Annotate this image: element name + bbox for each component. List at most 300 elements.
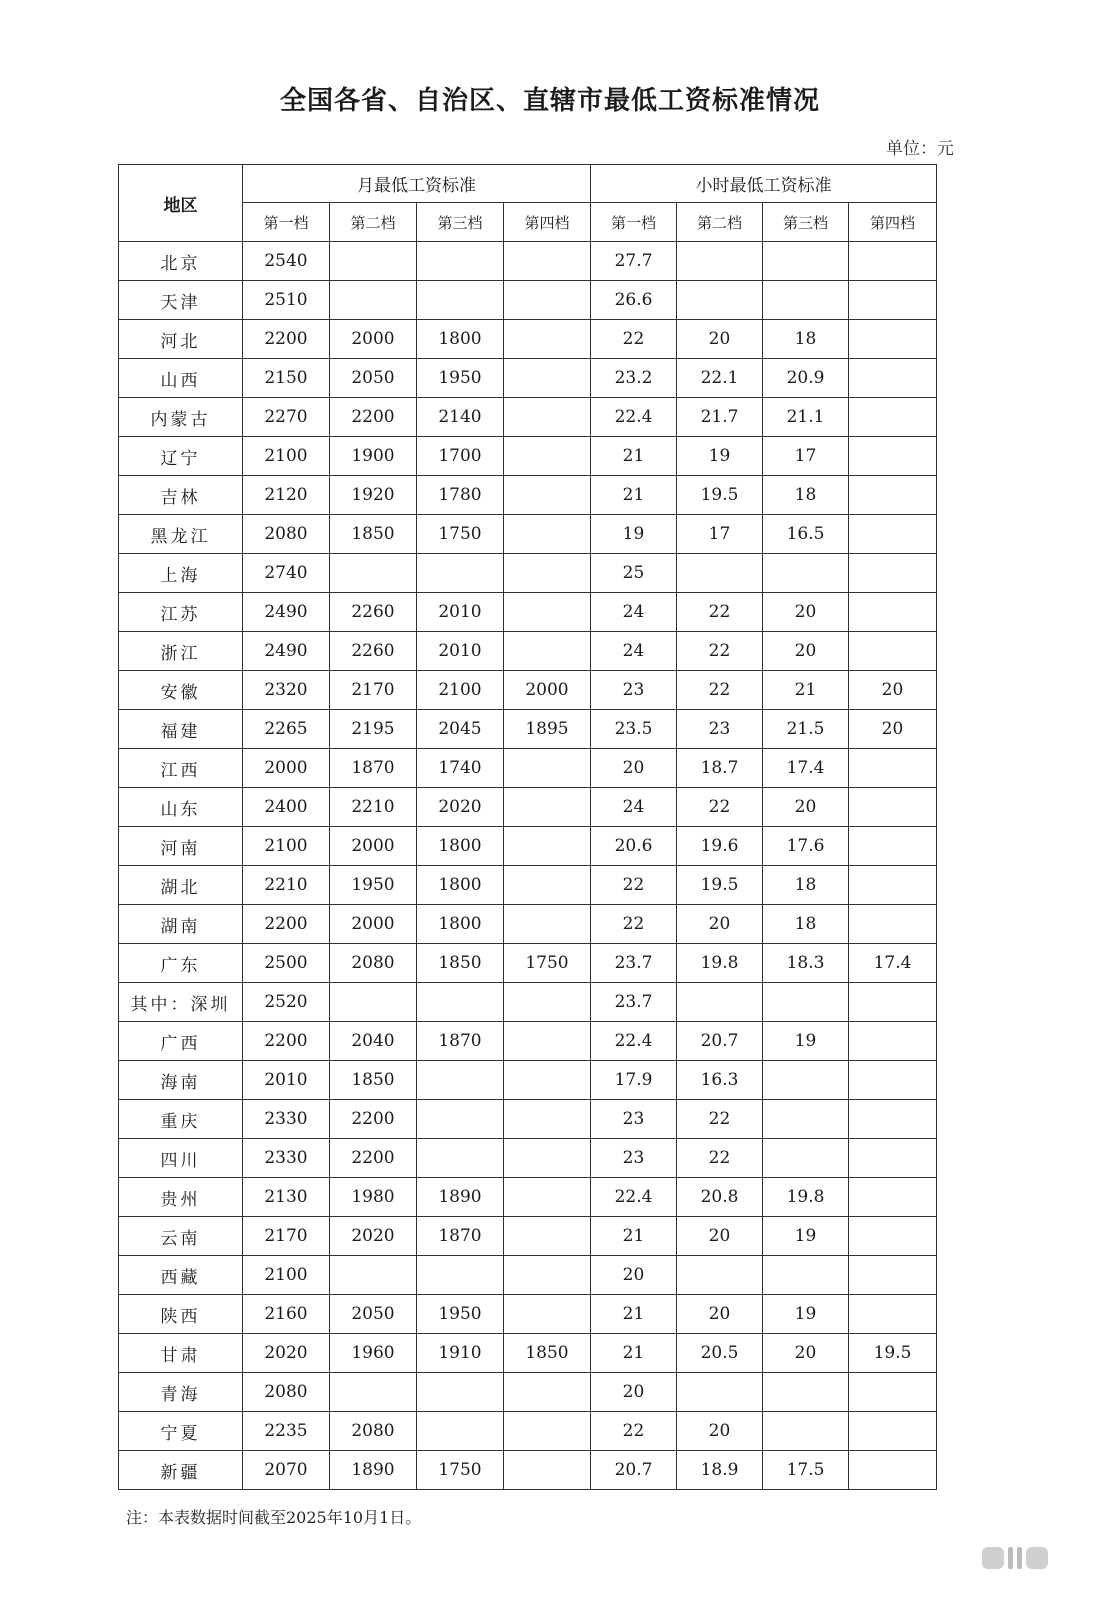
hourly-tier-2-cell: 22	[677, 1139, 763, 1178]
monthly-tier-3-cell: 1950	[417, 359, 504, 398]
monthly-tier-4-cell	[504, 476, 591, 515]
monthly-tier-1-cell: 2210	[243, 866, 330, 905]
hourly-tier-4-cell	[849, 1412, 937, 1451]
monthly-tier-4-cell	[504, 1178, 591, 1217]
hourly-tier-2-header: 第二档	[677, 203, 763, 242]
hourly-tier-2-cell: 22	[677, 1100, 763, 1139]
region-cell: 海南	[119, 1061, 243, 1100]
region-column-header: 地区	[119, 165, 243, 242]
hourly-tier-1-cell: 21	[591, 437, 677, 476]
hourly-tier-3-cell: 21.1	[763, 398, 849, 437]
hourly-tier-4-cell	[849, 1178, 937, 1217]
monthly-tier-4-cell	[504, 554, 591, 593]
hourly-tier-1-cell: 22	[591, 866, 677, 905]
monthly-tier-1-cell: 2200	[243, 1022, 330, 1061]
table-row	[119, 1139, 937, 1178]
table-row	[119, 632, 937, 671]
hourly-tier-3-cell	[763, 1373, 849, 1412]
monthly-tier-2-cell: 1850	[330, 515, 417, 554]
monthly-tier-4-cell	[504, 593, 591, 632]
hourly-tier-1-cell: 20	[591, 1256, 677, 1295]
hourly-tier-1-cell: 22.4	[591, 1022, 677, 1061]
wage-table-body	[119, 242, 937, 1490]
monthly-tier-2-cell: 1920	[330, 476, 417, 515]
region-cell: 甘肃	[119, 1334, 243, 1373]
monthly-tier-4-cell	[504, 983, 591, 1022]
monthly-tier-4-cell: 1895	[504, 710, 591, 749]
monthly-tier-2-cell: 1850	[330, 1061, 417, 1100]
hourly-tier-3-cell	[763, 1100, 849, 1139]
table-row	[119, 593, 937, 632]
monthly-tier-3-cell	[417, 281, 504, 320]
monthly-tier-3-cell: 2010	[417, 593, 504, 632]
monthly-tier-3-cell: 1950	[417, 1295, 504, 1334]
hourly-tier-3-cell: 17.4	[763, 749, 849, 788]
hourly-tier-3-cell: 20.9	[763, 359, 849, 398]
monthly-tier-4-cell	[504, 1139, 591, 1178]
hourly-tier-4-cell: 19.5	[849, 1334, 937, 1373]
region-cell: 广西	[119, 1022, 243, 1061]
table-row	[119, 1100, 937, 1139]
hourly-tier-4-cell	[849, 1022, 937, 1061]
hourly-tier-2-cell: 19.5	[677, 866, 763, 905]
hourly-tier-2-cell: 20.8	[677, 1178, 763, 1217]
table-row	[119, 671, 937, 710]
monthly-tier-2-header: 第二档	[330, 203, 417, 242]
monthly-tier-1-cell: 2160	[243, 1295, 330, 1334]
monthly-tier-1-cell: 2100	[243, 437, 330, 476]
table-row	[119, 827, 937, 866]
table-row	[119, 515, 937, 554]
monthly-tier-1-cell: 2330	[243, 1100, 330, 1139]
monthly-tier-2-cell	[330, 554, 417, 593]
hourly-tier-2-cell: 21.7	[677, 398, 763, 437]
hourly-tier-4-cell	[849, 476, 937, 515]
hourly-tier-3-cell: 18	[763, 476, 849, 515]
monthly-tier-3-cell	[417, 1373, 504, 1412]
monthly-tier-4-cell	[504, 1412, 591, 1451]
region-cell: 江苏	[119, 593, 243, 632]
hourly-tier-3-cell: 18	[763, 320, 849, 359]
monthly-tier-1-cell: 2010	[243, 1061, 330, 1100]
monthly-tier-1-cell: 2400	[243, 788, 330, 827]
monthly-tier-2-cell	[330, 1373, 417, 1412]
hourly-tier-3-cell	[763, 983, 849, 1022]
monthly-tier-4-header: 第四档	[504, 203, 591, 242]
hourly-tier-4-cell	[849, 1256, 937, 1295]
hourly-tier-1-cell: 23.7	[591, 944, 677, 983]
hourly-tier-1-cell: 23	[591, 671, 677, 710]
table-row	[119, 749, 937, 788]
hourly-tier-3-cell: 21.5	[763, 710, 849, 749]
hourly-tier-4-cell	[849, 1100, 937, 1139]
monthly-tier-3-cell: 2100	[417, 671, 504, 710]
monthly-tier-2-cell: 1870	[330, 749, 417, 788]
monthly-tier-1-cell: 2235	[243, 1412, 330, 1451]
monthly-tier-2-cell: 2020	[330, 1217, 417, 1256]
monthly-tier-4-cell	[504, 281, 591, 320]
hourly-tier-4-cell	[849, 1295, 937, 1334]
hourly-tier-2-cell: 22	[677, 671, 763, 710]
monthly-tier-4-cell	[504, 905, 591, 944]
table-row	[119, 788, 937, 827]
table-row	[119, 983, 937, 1022]
hourly-tier-2-cell	[677, 242, 763, 281]
region-cell: 浙江	[119, 632, 243, 671]
hourly-tier-1-cell: 23.7	[591, 983, 677, 1022]
table-row	[119, 1451, 937, 1490]
monthly-tier-3-cell: 2045	[417, 710, 504, 749]
monthly-tier-1-cell: 2320	[243, 671, 330, 710]
monthly-tier-1-cell: 2020	[243, 1334, 330, 1373]
hourly-tier-4-cell	[849, 242, 937, 281]
hourly-tier-1-cell: 23	[591, 1139, 677, 1178]
hourly-tier-3-cell	[763, 1256, 849, 1295]
hourly-tier-4-header: 第四档	[849, 203, 937, 242]
region-cell: 内蒙古	[119, 398, 243, 437]
monthly-tier-4-cell	[504, 866, 591, 905]
hourly-tier-1-cell: 21	[591, 476, 677, 515]
hourly-tier-3-cell: 19.8	[763, 1178, 849, 1217]
hourly-tier-2-cell: 17	[677, 515, 763, 554]
monthly-tier-4-cell: 1850	[504, 1334, 591, 1373]
footnote: 注：本表数据时间截至2025年10月1日。	[126, 1508, 422, 1527]
hourly-tier-2-cell: 22	[677, 788, 763, 827]
monthly-tier-2-cell: 2200	[330, 1139, 417, 1178]
region-cell: 辽宁	[119, 437, 243, 476]
monthly-tier-1-cell: 2265	[243, 710, 330, 749]
scroll-right-icon[interactable]	[1026, 1547, 1048, 1569]
monthly-tier-1-cell: 2540	[243, 242, 330, 281]
hourly-tier-3-cell	[763, 554, 849, 593]
hourly-tier-1-cell: 24	[591, 788, 677, 827]
monthly-tier-3-cell: 2140	[417, 398, 504, 437]
monthly-tier-3-cell	[417, 983, 504, 1022]
hourly-tier-1-cell: 22	[591, 1412, 677, 1451]
hourly-tier-4-cell	[849, 866, 937, 905]
monthly-tier-3-cell: 1870	[417, 1217, 504, 1256]
region-cell: 安徽	[119, 671, 243, 710]
hourly-tier-3-cell: 20	[763, 1334, 849, 1373]
hourly-tier-4-cell	[849, 281, 937, 320]
monthly-tier-1-cell: 2200	[243, 905, 330, 944]
monthly-tier-2-cell	[330, 983, 417, 1022]
monthly-tier-3-cell: 1750	[417, 515, 504, 554]
monthly-tier-2-cell	[330, 242, 417, 281]
region-cell: 黑龙江	[119, 515, 243, 554]
monthly-tier-3-cell	[417, 242, 504, 281]
monthly-tier-1-cell: 2120	[243, 476, 330, 515]
monthly-tier-3-cell	[417, 554, 504, 593]
hourly-tier-3-cell: 18	[763, 905, 849, 944]
monthly-tier-4-cell	[504, 1061, 591, 1100]
hourly-tier-1-cell: 20	[591, 1373, 677, 1412]
hourly-tier-2-cell: 19	[677, 437, 763, 476]
monthly-tier-4-cell	[504, 437, 591, 476]
hourly-tier-4-cell	[849, 983, 937, 1022]
scroll-indicator[interactable]	[982, 1547, 1048, 1569]
hourly-tier-4-cell	[849, 554, 937, 593]
monthly-tier-4-cell	[504, 1451, 591, 1490]
monthly-tier-2-cell: 2050	[330, 1295, 417, 1334]
minimum-wage-table	[118, 164, 937, 1490]
hourly-tier-1-cell: 19	[591, 515, 677, 554]
hourly-tier-1-cell: 25	[591, 554, 677, 593]
region-cell: 上海	[119, 554, 243, 593]
hourly-tier-1-cell: 20.6	[591, 827, 677, 866]
region-cell: 福建	[119, 710, 243, 749]
table-row	[119, 1217, 937, 1256]
monthly-tier-1-cell: 2330	[243, 1139, 330, 1178]
region-cell: 陕西	[119, 1295, 243, 1334]
monthly-tier-2-cell: 2195	[330, 710, 417, 749]
table-row	[119, 1061, 937, 1100]
hourly-tier-1-cell: 26.6	[591, 281, 677, 320]
hourly-tier-2-cell: 22.1	[677, 359, 763, 398]
monthly-tier-3-cell: 1740	[417, 749, 504, 788]
hourly-tier-3-cell: 20	[763, 788, 849, 827]
monthly-tier-3-cell: 1700	[417, 437, 504, 476]
monthly-tier-4-cell	[504, 1373, 591, 1412]
hourly-tier-3-cell	[763, 1139, 849, 1178]
region-cell: 山西	[119, 359, 243, 398]
hourly-tier-4-cell	[849, 1451, 937, 1490]
hourly-tier-3-cell	[763, 242, 849, 281]
hourly-tier-1-cell: 20.7	[591, 1451, 677, 1490]
region-cell: 吉林	[119, 476, 243, 515]
monthly-tier-2-cell: 2260	[330, 632, 417, 671]
hourly-tier-3-cell: 17.6	[763, 827, 849, 866]
hourly-tier-4-cell	[849, 905, 937, 944]
monthly-tier-4-cell	[504, 788, 591, 827]
monthly-tier-4-cell	[504, 827, 591, 866]
monthly-tier-3-cell	[417, 1412, 504, 1451]
hourly-tier-1-cell: 21	[591, 1217, 677, 1256]
region-cell: 天津	[119, 281, 243, 320]
monthly-tier-1-header: 第一档	[243, 203, 330, 242]
region-cell: 重庆	[119, 1100, 243, 1139]
monthly-tier-4-cell	[504, 359, 591, 398]
monthly-tier-3-cell	[417, 1061, 504, 1100]
monthly-tier-3-cell: 1800	[417, 866, 504, 905]
monthly-tier-2-cell: 2000	[330, 827, 417, 866]
region-cell: 湖北	[119, 866, 243, 905]
monthly-tier-4-cell	[504, 1022, 591, 1061]
hourly-tier-2-cell: 23	[677, 710, 763, 749]
hourly-tier-2-cell	[677, 281, 763, 320]
hourly-tier-1-cell: 22	[591, 905, 677, 944]
hourly-tier-1-cell: 21	[591, 1334, 677, 1373]
hourly-tier-2-cell	[677, 1373, 763, 1412]
monthly-tier-2-cell: 2000	[330, 905, 417, 944]
scroll-bar-icon	[1008, 1547, 1013, 1569]
hourly-tier-2-cell: 16.3	[677, 1061, 763, 1100]
region-cell: 青海	[119, 1373, 243, 1412]
monthly-tier-4-cell	[504, 1217, 591, 1256]
hourly-tier-4-cell	[849, 632, 937, 671]
monthly-tier-4-cell	[504, 1100, 591, 1139]
table-row	[119, 866, 937, 905]
region-cell: 河南	[119, 827, 243, 866]
hourly-tier-3-cell	[763, 281, 849, 320]
monthly-tier-3-cell: 1750	[417, 1451, 504, 1490]
table-row	[119, 476, 937, 515]
hourly-tier-2-cell: 20	[677, 905, 763, 944]
monthly-tier-3-cell: 2020	[417, 788, 504, 827]
hourly-tier-2-cell: 20	[677, 1295, 763, 1334]
hourly-tier-4-cell	[849, 1061, 937, 1100]
hourly-tier-2-cell: 20	[677, 1412, 763, 1451]
monthly-tier-2-cell: 1980	[330, 1178, 417, 1217]
hourly-tier-1-cell: 24	[591, 593, 677, 632]
table-row	[119, 1295, 937, 1334]
hourly-tier-2-cell: 19.5	[677, 476, 763, 515]
monthly-tier-4-cell	[504, 320, 591, 359]
monthly-tier-3-cell: 1870	[417, 1022, 504, 1061]
hourly-tier-1-cell: 21	[591, 1295, 677, 1334]
hourly-tier-4-cell	[849, 1139, 937, 1178]
monthly-tier-1-cell: 2270	[243, 398, 330, 437]
monthly-tier-2-cell	[330, 281, 417, 320]
table-row	[119, 320, 937, 359]
monthly-tier-3-cell: 1850	[417, 944, 504, 983]
hourly-tier-3-cell: 17	[763, 437, 849, 476]
region-cell: 湖南	[119, 905, 243, 944]
monthly-tier-1-cell: 2170	[243, 1217, 330, 1256]
monthly-tier-3-cell: 1890	[417, 1178, 504, 1217]
hourly-tier-3-cell	[763, 1061, 849, 1100]
table-row	[119, 281, 937, 320]
region-cell: 四川	[119, 1139, 243, 1178]
monthly-tier-3-cell: 1800	[417, 905, 504, 944]
hourly-tier-2-cell	[677, 554, 763, 593]
monthly-tier-2-cell: 2080	[330, 1412, 417, 1451]
table-row	[119, 1178, 937, 1217]
monthly-tier-2-cell: 2260	[330, 593, 417, 632]
hourly-tier-3-cell: 19	[763, 1295, 849, 1334]
hourly-tier-3-cell: 21	[763, 671, 849, 710]
hourly-tier-1-cell: 20	[591, 749, 677, 788]
monthly-tier-4-cell	[504, 1295, 591, 1334]
region-cell: 河北	[119, 320, 243, 359]
monthly-tier-3-cell: 1780	[417, 476, 504, 515]
hourly-tier-4-cell	[849, 593, 937, 632]
table-row	[119, 437, 937, 476]
region-cell: 新疆	[119, 1451, 243, 1490]
hourly-tier-2-cell: 20	[677, 1217, 763, 1256]
table-row	[119, 1022, 937, 1061]
monthly-tier-1-cell: 2500	[243, 944, 330, 983]
monthly-tier-1-cell: 2080	[243, 515, 330, 554]
table-row	[119, 398, 937, 437]
table-row	[119, 944, 937, 983]
hourly-tier-1-cell: 17.9	[591, 1061, 677, 1100]
hourly-tier-3-cell: 17.5	[763, 1451, 849, 1490]
hourly-tier-4-cell	[849, 515, 937, 554]
hourly-tier-2-cell: 18.7	[677, 749, 763, 788]
scroll-left-icon[interactable]	[982, 1547, 1004, 1569]
hourly-tier-3-cell: 16.5	[763, 515, 849, 554]
monthly-tier-1-cell: 2100	[243, 1256, 330, 1295]
hourly-tier-1-cell: 22.4	[591, 398, 677, 437]
hourly-tier-2-cell: 20.7	[677, 1022, 763, 1061]
monthly-tier-1-cell: 2150	[243, 359, 330, 398]
hourly-tier-4-cell	[849, 359, 937, 398]
region-cell: 宁夏	[119, 1412, 243, 1451]
monthly-tier-4-cell: 1750	[504, 944, 591, 983]
hourly-tier-4-cell	[849, 320, 937, 359]
hourly-tier-4-cell	[849, 788, 937, 827]
monthly-tier-2-cell: 1900	[330, 437, 417, 476]
hourly-tier-3-header: 第三档	[763, 203, 849, 242]
hourly-tier-4-cell	[849, 827, 937, 866]
hourly-tier-1-header: 第一档	[591, 203, 677, 242]
monthly-tier-4-cell	[504, 632, 591, 671]
page-title: 全国各省、自治区、直辖市最低工资标准情况	[279, 86, 820, 116]
hourly-tier-4-cell: 20	[849, 710, 937, 749]
monthly-tier-1-cell: 2490	[243, 632, 330, 671]
monthly-tier-1-cell: 2080	[243, 1373, 330, 1412]
monthly-tier-2-cell: 2210	[330, 788, 417, 827]
hourly-tier-4-cell	[849, 1217, 937, 1256]
table-row	[119, 359, 937, 398]
hourly-tier-1-cell: 23.5	[591, 710, 677, 749]
monthly-tier-1-cell: 2510	[243, 281, 330, 320]
hourly-tier-4-cell	[849, 749, 937, 788]
table-row	[119, 905, 937, 944]
monthly-tier-3-cell	[417, 1100, 504, 1139]
table-row	[119, 554, 937, 593]
hourly-tier-4-cell	[849, 437, 937, 476]
monthly-tier-3-header: 第三档	[417, 203, 504, 242]
monthly-tier-1-cell: 2740	[243, 554, 330, 593]
monthly-tier-4-cell	[504, 515, 591, 554]
hourly-tier-2-cell: 19.6	[677, 827, 763, 866]
hourly-tier-1-cell: 23	[591, 1100, 677, 1139]
monthly-tier-2-cell: 1960	[330, 1334, 417, 1373]
monthly-tier-4-cell	[504, 398, 591, 437]
table-row	[119, 710, 937, 749]
hourly-tier-2-cell	[677, 1256, 763, 1295]
monthly-tier-1-cell: 2070	[243, 1451, 330, 1490]
hourly-wage-header: 小时最低工资标准	[591, 165, 937, 203]
hourly-tier-2-cell: 22	[677, 593, 763, 632]
monthly-tier-1-cell: 2200	[243, 320, 330, 359]
table-row	[119, 1412, 937, 1451]
hourly-tier-4-cell: 20	[849, 671, 937, 710]
monthly-tier-2-cell: 2000	[330, 320, 417, 359]
monthly-wage-header: 月最低工资标准	[243, 165, 591, 203]
hourly-tier-1-cell: 22	[591, 320, 677, 359]
hourly-tier-2-cell: 20.5	[677, 1334, 763, 1373]
hourly-tier-2-cell	[677, 983, 763, 1022]
hourly-tier-1-cell: 27.7	[591, 242, 677, 281]
monthly-tier-2-cell: 2050	[330, 359, 417, 398]
hourly-tier-3-cell: 20	[763, 632, 849, 671]
table-row	[119, 1334, 937, 1373]
monthly-tier-2-cell: 2170	[330, 671, 417, 710]
region-cell: 其中：深圳	[119, 983, 243, 1022]
monthly-tier-3-cell: 1910	[417, 1334, 504, 1373]
hourly-tier-3-cell: 19	[763, 1022, 849, 1061]
monthly-tier-1-cell: 2130	[243, 1178, 330, 1217]
hourly-tier-4-cell: 17.4	[849, 944, 937, 983]
hourly-tier-1-cell: 24	[591, 632, 677, 671]
region-cell: 北京	[119, 242, 243, 281]
monthly-tier-1-cell: 2490	[243, 593, 330, 632]
monthly-tier-2-cell: 2200	[330, 1100, 417, 1139]
monthly-tier-4-cell	[504, 1256, 591, 1295]
